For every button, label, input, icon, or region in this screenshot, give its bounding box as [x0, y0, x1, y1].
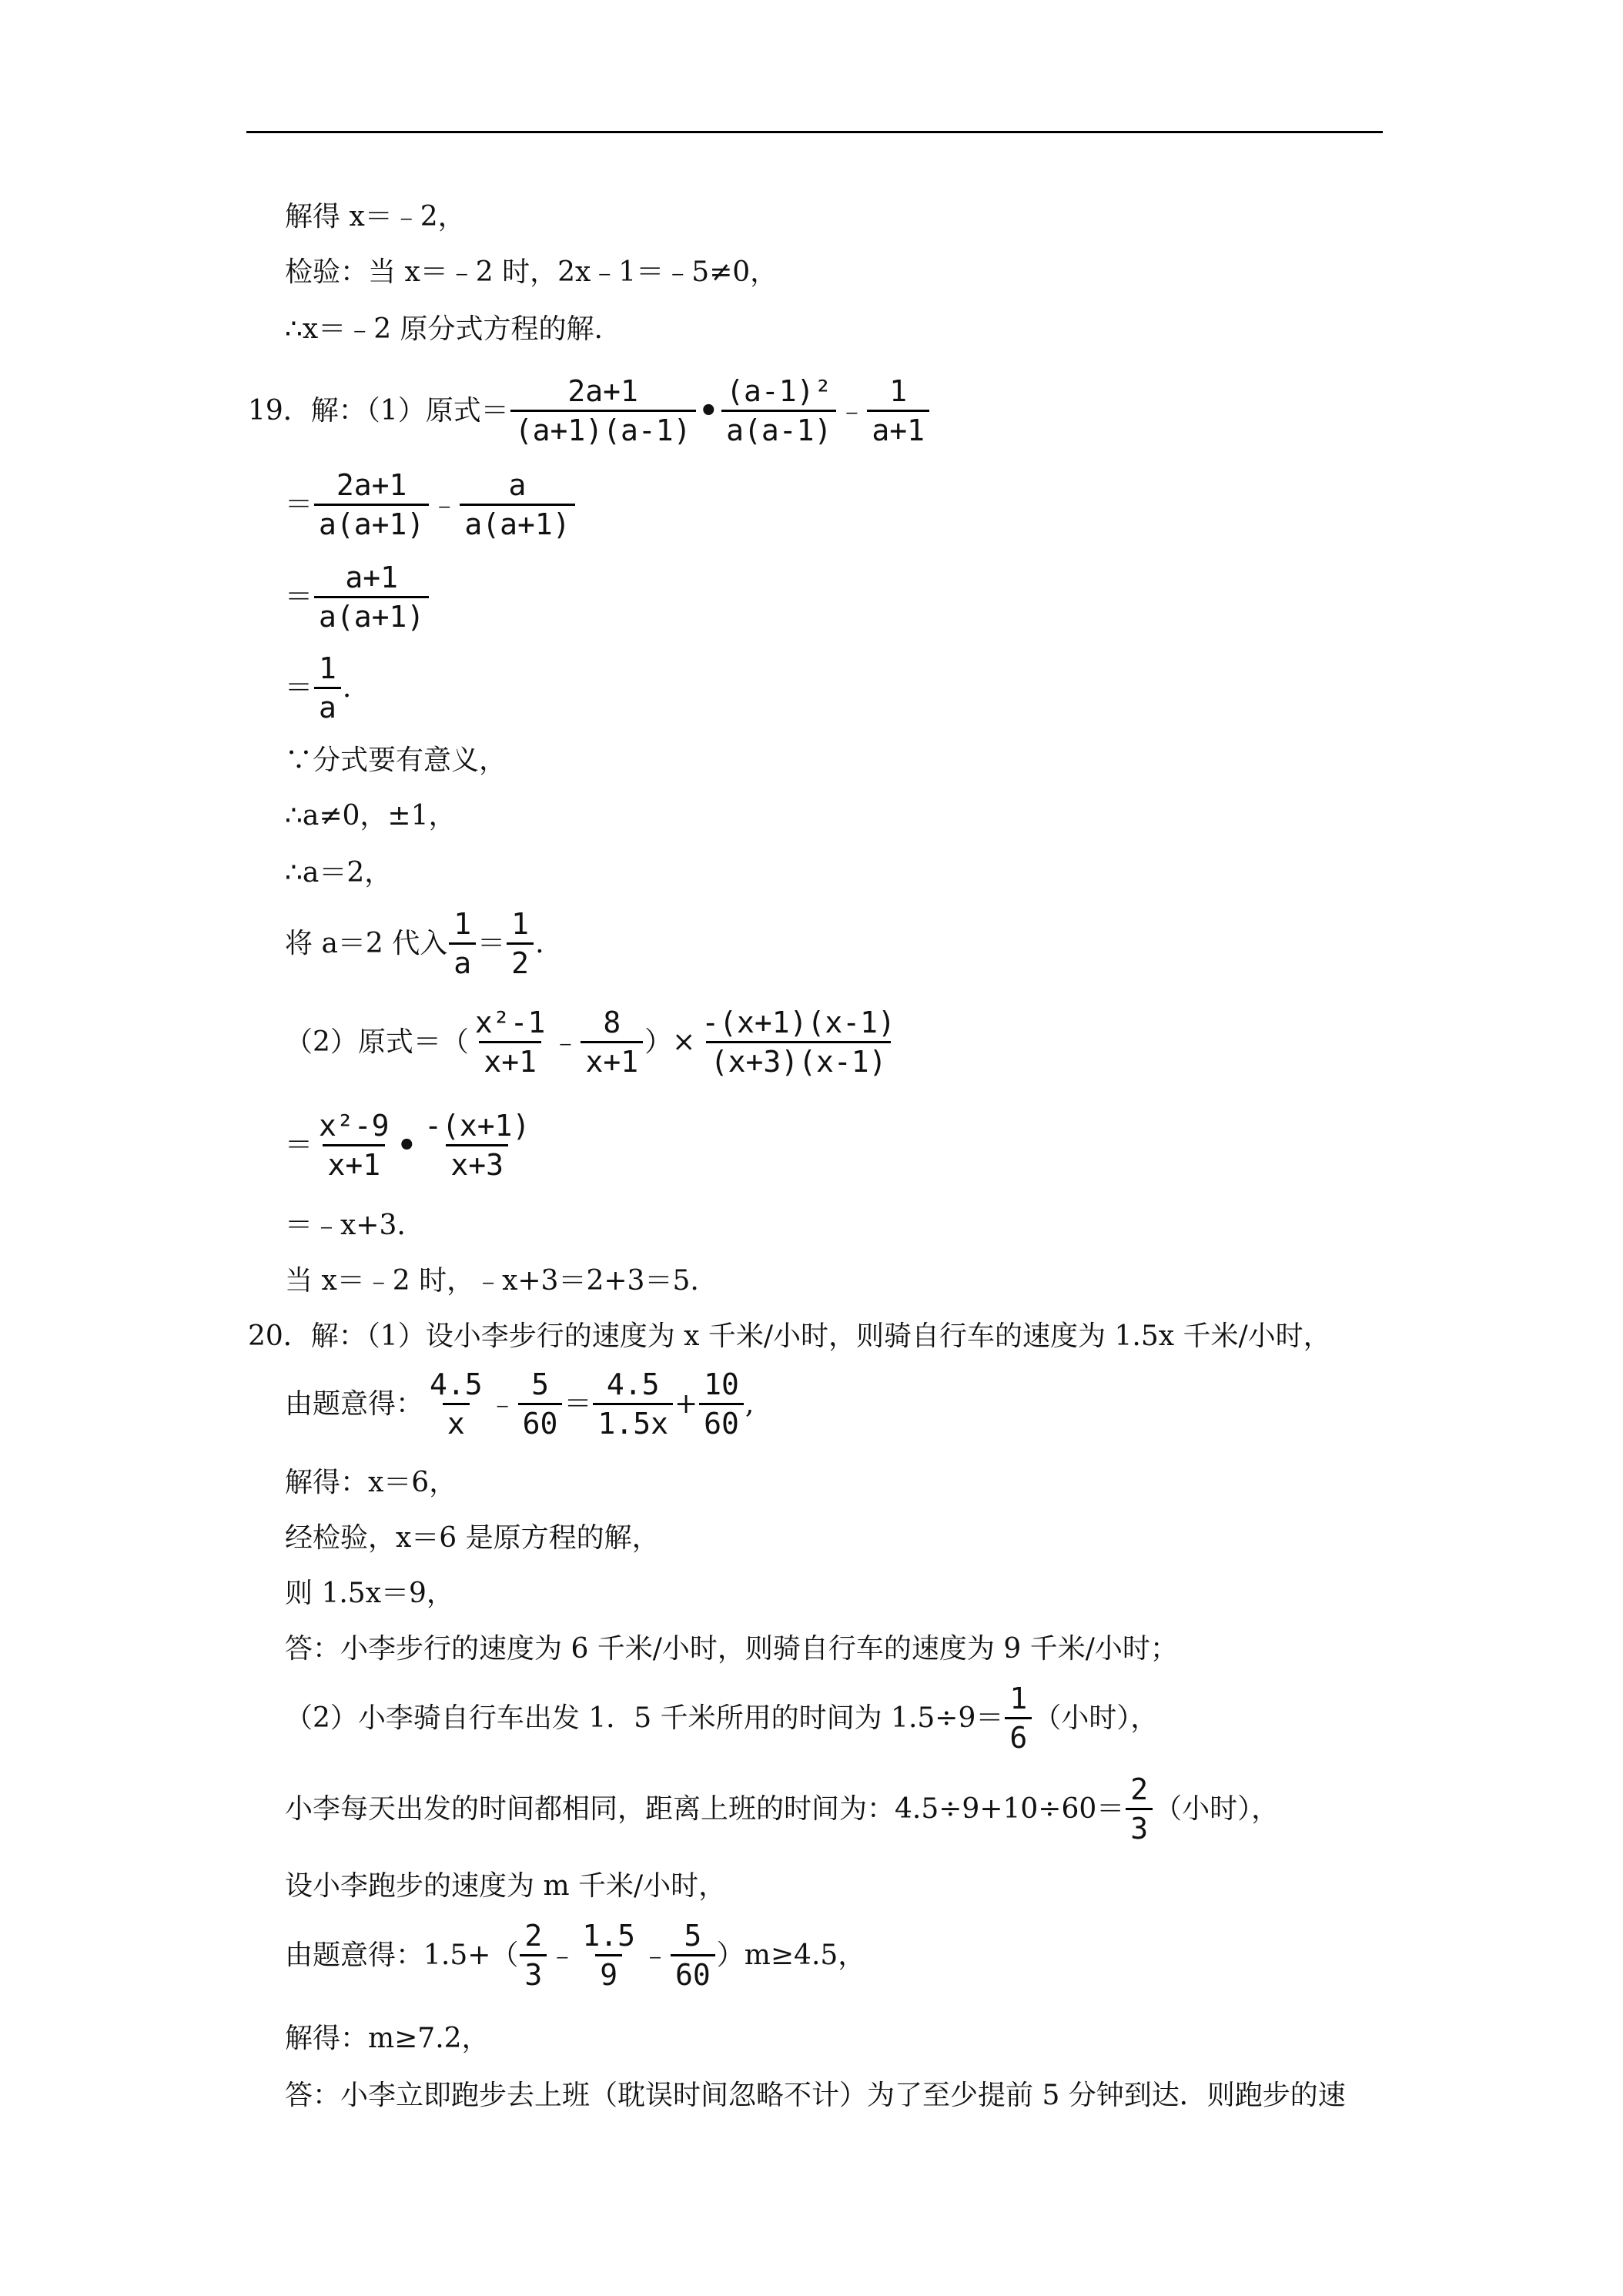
- fraction: 1.5 9: [582, 1919, 635, 1992]
- fraction: x²-1 x+1: [474, 1006, 546, 1079]
- solution-line: ∵分式要有意义，: [285, 745, 507, 776]
- solution-line: 解得：m≥7.2，: [285, 2023, 490, 2054]
- fraction: (a-1)² a(a-1): [721, 376, 836, 446]
- solution-line: 经检验，x＝6 是原方程的解，: [285, 1522, 660, 1554]
- solution-line: 解得 x＝﹣2，: [285, 201, 466, 233]
- fraction: x²-9 x+1: [319, 1109, 390, 1182]
- header-rule: [246, 131, 1383, 133]
- fraction: 1 a: [314, 653, 341, 723]
- fraction: 1 a: [449, 909, 476, 979]
- answer-line: 答：小李立即跑步去上班（耽误时间忽略不计）为了至少提前 5 分钟到达．则跑步的速: [285, 2080, 1346, 2111]
- solution-line: 解得：x＝6，: [285, 1467, 457, 1498]
- fraction: 1 a+1: [867, 376, 929, 446]
- solution-line: ＝ a+1 a(a+1): [285, 562, 430, 632]
- fraction: 1 2: [507, 909, 534, 979]
- fraction: 8 x+1: [581, 1007, 643, 1077]
- fraction: 2a+1 a(a+1): [314, 470, 429, 540]
- solution-line: ＝﹣x+3.: [285, 1210, 406, 1241]
- solution-line: ∴x＝﹣2 原分式方程的解.: [285, 313, 603, 345]
- solution-line: 将 a＝2 代入 1 a ＝ 1 2 .: [285, 907, 544, 980]
- fraction: a+1 a(a+1): [314, 562, 429, 632]
- solution-line: ∴a≠0，±1，: [285, 800, 457, 832]
- solution-line: ＝ 1 a .: [285, 651, 352, 725]
- solution-line: ∴a＝2，: [285, 857, 393, 889]
- fraction: 4.5 x: [430, 1367, 483, 1441]
- fraction: a a(a+1): [460, 470, 574, 540]
- fraction: 5 60: [671, 1920, 715, 1990]
- fraction: $\frac{10}{60}$: [699, 1369, 744, 1439]
- fraction: 2a+1 (a+1)(a-1): [510, 376, 696, 446]
- answer-line: 答：小李步行的速度为 6 千米/小时，则骑自行车的速度为 9 千米/小时；: [285, 1633, 1178, 1665]
- solution-line: ＝ x²-9 x+1 • -(x+1) x+3: [285, 1110, 536, 1180]
- solution-line: （2）小李骑自行车出发 1．5 千米所用的时间为 1.5÷9＝ 1 6 （小时），: [285, 1682, 1159, 1755]
- fraction: $\frac{-(x+1)(x-1)}{(x+3)(x-1)}$: [701, 1006, 895, 1079]
- solution-line: 则 1.5x＝9，: [285, 1578, 454, 1609]
- fraction: 5 60: [518, 1369, 563, 1439]
- solution-line: 检验：当 x＝﹣2 时，2x﹣1＝﹣5≠0，: [285, 256, 778, 288]
- problem-20-line: 20．解：（1）设小李步行的速度为 x 千米/小时，则骑自行车的速度为 1.5x 千米/小时，: [248, 1320, 1331, 1352]
- problem-19-part2-line: （2）原式＝（ x²-1 x+1 ﹣ 8 x+1 ）× $\frac{-(x+1)(x-1)}{(x+3)(x-1)}$: [285, 1007, 902, 1077]
- fraction: 1 6: [1005, 1683, 1032, 1753]
- fraction: 2 3: [1126, 1774, 1153, 1844]
- solution-line: 由题意得： 4.5 x ﹣ 5 60 ＝ 4.5 1.5x + $\frac{10}{60}$ ,: [285, 1367, 755, 1441]
- fraction: 2 3: [520, 1920, 547, 1990]
- problem-19-line: 19．解：（1）原式＝ 2a+1 (a+1)(a-1) • (a-1)² a(a-1) ﹣ 1 a+1: [248, 376, 931, 446]
- solution-line: 当 x＝﹣2 时，﹣x+3＝2+3＝5.: [285, 1265, 699, 1297]
- solution-line: ＝ 2a+1 a(a+1) ﹣ a a(a+1): [285, 470, 577, 540]
- solution-line: 设小李跑步的速度为 m 千米/小时，: [285, 1870, 727, 1902]
- solution-line: 由题意得：1.5+（ 2 3 ﹣ 1.5 9 ﹣ 5 60 ）m≥4.5，: [285, 1919, 866, 1992]
- solution-line: 小李每天出发的时间都相同，距离上班的时间为：4.5÷9+10÷60＝ 2 3 （小时），: [285, 1772, 1280, 1846]
- fraction: 4.5 1.5x: [593, 1369, 673, 1439]
- fraction: -(x+1) x+3: [424, 1109, 530, 1182]
